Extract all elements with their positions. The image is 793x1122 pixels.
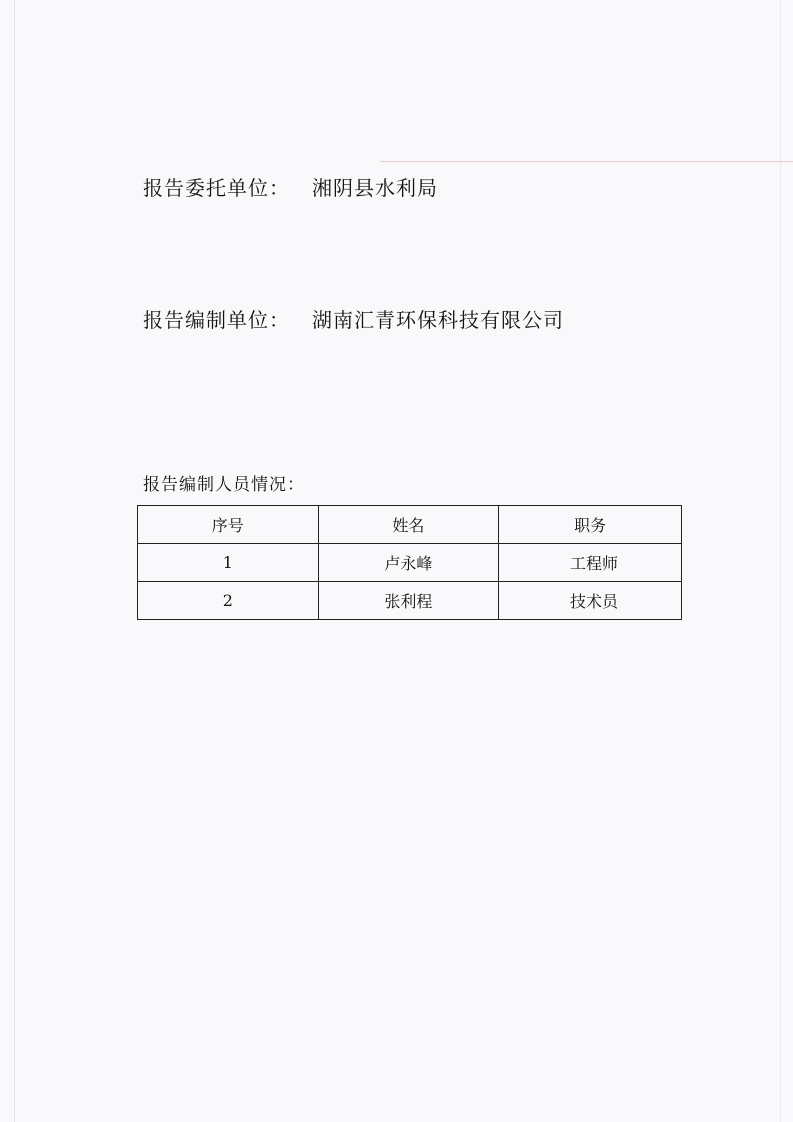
client-label: 报告委托单位： — [143, 176, 290, 200]
bleed-through-line — [380, 161, 793, 162]
compiler-value: 湖南汇青环保科技有限公司 — [312, 308, 564, 332]
table-row — [138, 582, 682, 620]
cell-no: 1 — [138, 544, 319, 582]
cell-name: 卢永峰 — [318, 544, 499, 582]
header-title: 职务 — [499, 506, 682, 544]
staff-heading: 报告编制人员情况： — [143, 475, 305, 495]
cell-title: 技术员 — [499, 582, 682, 620]
cell-no: 2 — [138, 582, 319, 620]
page-edge-right — [780, 0, 781, 1122]
client-value: 湘阴县水利局 — [312, 176, 438, 200]
header-name: 姓名 — [318, 506, 499, 544]
compiler-label: 报告编制单位： — [143, 308, 290, 332]
staff-table — [137, 505, 682, 620]
table-header-row — [138, 506, 682, 544]
compiler-line — [143, 304, 564, 333]
cell-name: 张利程 — [318, 582, 499, 620]
cell-title: 工程师 — [499, 544, 682, 582]
page-edge-left — [14, 0, 15, 1122]
header-no: 序号 — [138, 506, 319, 544]
table-row — [138, 544, 682, 582]
client-line — [143, 172, 438, 201]
